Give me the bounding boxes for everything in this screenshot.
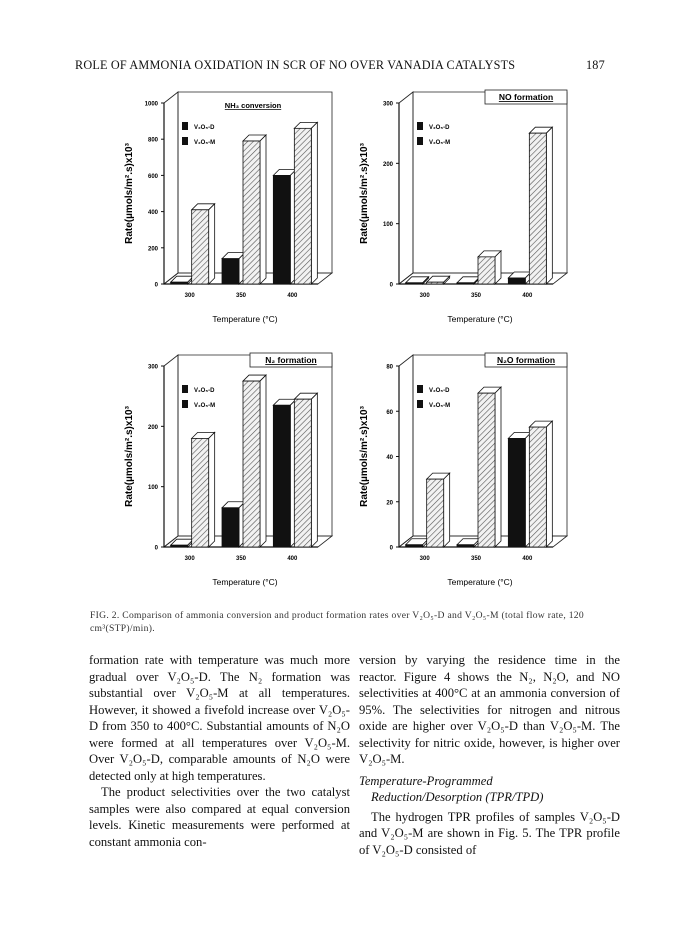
plot-side-wall [399, 355, 413, 547]
bar-v2o5-d [222, 253, 245, 284]
y-tick-label: 0 [154, 545, 158, 552]
y-tick-label: 0 [154, 282, 158, 289]
y-tick-label: 200 [382, 161, 393, 168]
y-tick-label: 1000 [144, 101, 158, 108]
bar-front-face [406, 283, 423, 284]
plot-side-wall [164, 355, 178, 547]
body-column-right [359, 652, 620, 858]
y-tick-label: 600 [147, 173, 158, 180]
bar-v2o5-d [171, 276, 194, 284]
x-tick-label: 300 [419, 293, 430, 299]
y-tick-label: 0 [389, 282, 393, 289]
bar-side-face [444, 473, 450, 547]
bar-front-face [192, 438, 209, 547]
bar-v2o5-m [294, 393, 317, 547]
x-axis-label: Temperature (°C) [447, 314, 513, 324]
legend-label: V₂O₅-D [429, 125, 450, 131]
bar-v2o5-d [273, 399, 296, 547]
chart-n2o-formation [345, 355, 575, 605]
x-tick-label: 400 [522, 556, 533, 562]
legend-swatch [182, 385, 188, 393]
legend-swatch [182, 400, 188, 408]
y-axis-label: Rate(µmols/m².s)x10³ [359, 143, 370, 244]
plot-side-wall [164, 92, 178, 284]
bar-v2o5-d [508, 272, 531, 284]
bar-v2o5-d [406, 539, 429, 547]
x-tick-label: 300 [419, 556, 430, 562]
page-number: 187 [586, 58, 605, 72]
x-axis-label: Temperature (°C) [212, 577, 278, 587]
bar-v2o5-d [457, 539, 480, 547]
y-axis-label: Rate(µmols/m².s)x10³ [359, 406, 370, 507]
chart-title: N₂ formation [265, 355, 317, 365]
bar-front-face [529, 133, 546, 284]
bar-side-face [260, 375, 266, 547]
y-tick-label: 200 [147, 246, 158, 253]
bar-front-face [508, 278, 525, 284]
legend-label: V₂O₅-M [429, 403, 451, 409]
y-tick-label: 200 [147, 424, 158, 431]
legend-swatch [417, 385, 423, 393]
section-heading-line: Reduction/Desorption (TPR/TPD) [371, 790, 544, 804]
bar-front-face [222, 508, 239, 547]
bar-v2o5-m [529, 127, 552, 284]
legend-label: V₂O₅-D [194, 125, 215, 131]
chart-n2-formation [110, 355, 340, 605]
bar-v2o5-d [457, 277, 480, 284]
x-tick-label: 350 [235, 556, 247, 562]
section-heading-line: Temperature-Programmed [359, 773, 493, 788]
chart-title: N₂O formation [496, 355, 556, 365]
bar-v2o5-m [427, 276, 450, 284]
x-tick-label: 400 [522, 293, 533, 299]
bar-v2o5-d [508, 432, 531, 547]
bar-side-face [546, 127, 552, 284]
bar-v2o5-m [243, 135, 266, 284]
y-tick-label: 100 [147, 485, 158, 492]
running-title: ROLE OF AMMONIA OXIDATION IN SCR OF NO OVER VANADIA CATALYSTS [75, 58, 516, 72]
y-tick-label: 300 [147, 364, 158, 371]
bar-side-face [311, 393, 317, 547]
x-tick-label: 350 [235, 293, 247, 299]
x-tick-label: 300 [184, 556, 195, 562]
figure-caption: FIG. 2. Comparison of ammonia conversion and product formation rates over V₂O₅-D and V₂O₅-M (total flow rate, 120 cm³(STP)/min). [90, 610, 585, 634]
bar-v2o5-m [243, 375, 266, 547]
x-tick-label: 350 [470, 293, 482, 299]
chart-title: NO formation [498, 92, 554, 102]
y-tick-label: 20 [386, 500, 393, 507]
y-axis-label: Rate(µmols/m².s)x10³ [124, 406, 135, 507]
bar-front-face [192, 210, 209, 284]
y-tick-label: 80 [386, 364, 393, 371]
x-tick-label: 300 [184, 293, 195, 299]
paragraph: The product selectivities over the two catalyst samples were also compared at equal conversion levels. Kinetic measurements were performed at constant ammonia con- [89, 785, 350, 849]
bar-front-face [273, 405, 290, 547]
legend-swatch [182, 137, 188, 145]
bar-v2o5-m [294, 122, 317, 284]
bar-v2o5-m [529, 421, 552, 547]
y-tick-label: 300 [382, 101, 393, 108]
bar-front-face [243, 141, 260, 284]
bar-front-face [273, 175, 290, 284]
bar-v2o5-d [171, 539, 194, 547]
bar-front-face [294, 399, 311, 547]
bar-front-face [478, 257, 495, 284]
x-axis-label: Temperature (°C) [447, 577, 513, 587]
bar-front-face [529, 427, 546, 547]
chart-nh3-conversion [110, 92, 340, 342]
y-tick-label: 800 [147, 137, 158, 144]
paragraph: version by varying the residence time in the reactor. Figure 4 shows the N₂, N₂O, and NO selectivities at 400°C at an ammonia conversion of 95%. The selectivities for nitrogen and nitrous oxide are higher over V₂O₅-D than V₂O₅-M. The selectivity for nitric oxide, however, is higher over V₂O₅-M. [359, 653, 620, 766]
legend-swatch [417, 137, 423, 145]
legend-label: V₂O₅-M [429, 140, 451, 146]
y-tick-label: 400 [147, 210, 158, 217]
bar-front-face [457, 545, 474, 547]
bar-v2o5-m [427, 473, 450, 547]
section-heading [359, 773, 620, 806]
bar-v2o5-m [192, 432, 215, 547]
y-tick-label: 0 [389, 545, 393, 552]
bar-side-face [209, 432, 215, 547]
bar-side-face [495, 251, 501, 284]
x-tick-label: 400 [287, 556, 298, 562]
y-axis-label: Rate(µmols/m².s)x10³ [124, 143, 135, 244]
bar-front-face [457, 283, 474, 284]
bar-front-face [508, 438, 525, 547]
legend-swatch [182, 122, 188, 130]
bar-v2o5-m [478, 387, 501, 547]
legend-swatch [417, 400, 423, 408]
legend-swatch [417, 122, 423, 130]
y-tick-label: 40 [386, 455, 393, 461]
y-tick-label: 100 [382, 222, 393, 229]
legend-label: V₂O₅-D [194, 388, 215, 394]
bar-side-face [495, 387, 501, 547]
paragraph: formation rate with temperature was much more gradual over V₂O₅-D. The N₂ formation was substantial over V₂O₅-M at all temperatures. However, it showed a fivefold increase over V₂O₅-D from 350 to 400°C. Substantial amounts of N₂O were formed at all temperatures over V₂O₅-M. Over V₂O₅-D, comparable amounts of N₂O were detected only at high temperatures. [89, 653, 350, 783]
legend-label: V₂O₅-D [429, 388, 450, 394]
bar-front-face [427, 282, 444, 284]
bar-front-face [171, 545, 188, 547]
bar-front-face [243, 381, 260, 547]
bar-v2o5-m [478, 251, 501, 284]
plot-side-wall [399, 92, 413, 284]
bar-v2o5-d [273, 169, 296, 284]
bar-v2o5-d [406, 277, 429, 284]
bar-v2o5-m [192, 204, 215, 284]
x-tick-label: 400 [287, 293, 298, 299]
bar-side-face [209, 204, 215, 284]
bar-v2o5-d [222, 502, 245, 547]
paragraph: The hydrogen TPR profiles of samples V₂O₅-D and V₂O₅-M are shown in Fig. 5. The TPR profile of V₂O₅-D consisted of [359, 809, 620, 857]
bar-front-face [406, 545, 423, 547]
bar-front-face [294, 128, 311, 284]
legend-label: V₂O₅-M [194, 403, 216, 409]
x-axis-label: Temperature (°C) [212, 314, 278, 324]
bar-side-face [546, 421, 552, 547]
bar-side-face [311, 122, 317, 284]
legend-label: V₂O₅-M [194, 140, 216, 146]
bar-front-face [427, 479, 444, 547]
bar-front-face [478, 393, 495, 547]
bar-side-face [260, 135, 266, 284]
chart-title: NH₃ conversion [224, 101, 282, 110]
body-column-left [89, 652, 350, 850]
bar-front-face [171, 282, 188, 284]
chart-no-formation [345, 92, 575, 342]
bar-front-face [222, 259, 239, 284]
x-tick-label: 350 [470, 556, 482, 562]
y-tick-label: 60 [386, 409, 393, 416]
